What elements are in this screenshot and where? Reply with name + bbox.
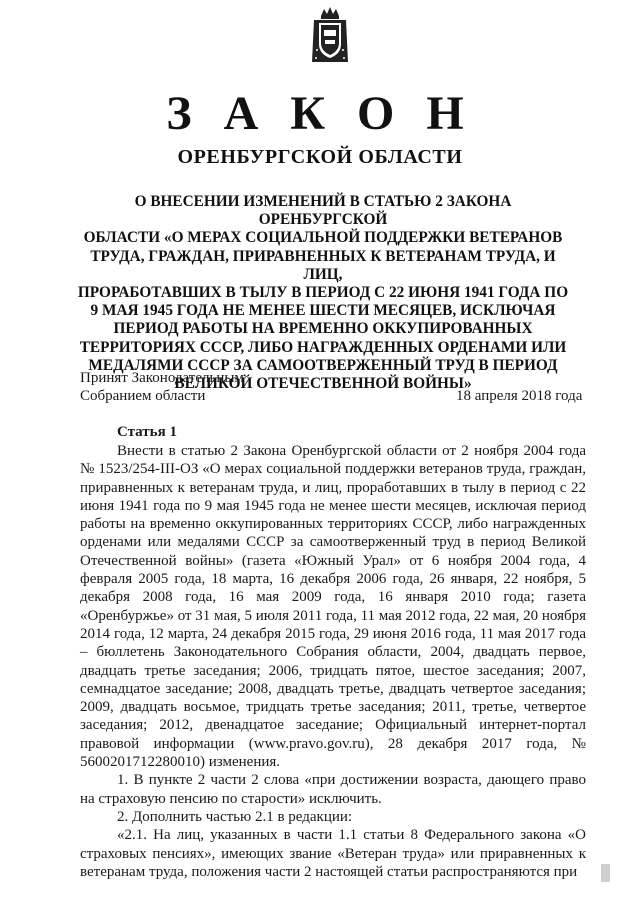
adoption-line: Собранием области: [80, 388, 206, 404]
adoption-statement: [80, 369, 244, 405]
adoption-date: 18 апреля 2018 года: [456, 388, 583, 404]
caption-line: ТРУДА, ГРАЖДАН, ПРИРАВНЕННЫХ К ВЕТЕРАНАМ ТРУДА, И ЛИЦ,: [90, 247, 556, 283]
article-heading: Статья 1: [117, 424, 177, 440]
coat-of-arms-icon: [308, 6, 352, 66]
body-paragraph: 2. Дополнить частью 2.1 в редакции:: [117, 808, 353, 825]
caption-line: ПЕРИОД РАБОТЫ НА ВРЕМЕННО ОККУПИРОВАННЫХ: [113, 320, 533, 338]
caption-line: ПРОРАБОТАВШИХ В ТЫЛУ В ПЕРИОД С 22 ИЮНЯ 1941 ГОДА ПО: [77, 284, 569, 302]
caption-line: ТЕРРИТОРИЯХ СССР, ЛИБО НАГРАЖДЕННЫХ ОРДЕНАМИ ИЛИ: [79, 338, 567, 356]
caption-line: ВЕЛИКОЙ ОТЕЧЕСТВЕННОЙ ВОЙНЫ»: [174, 375, 472, 393]
caption-line: ОБЛАСТИ «О МЕРАХ СОЦИАЛЬНОЙ ПОДДЕРЖКИ ВЕТЕРАНОВ: [83, 229, 563, 247]
region-title: ОРЕНБУРГСКОЙ ОБЛАСТИ: [177, 146, 463, 168]
body-paragraph: Внести в статью 2 Закона Оренбургской области от 2 ноября 2004 года № 1523/254-III-ОЗ «О мерах социальной поддержки ветеранов труда, граждан, приравненных к ветеранам труда, и лиц, проработавших в тылу в период с 22 июня 1941 года по 9 мая 1945 года не менее шести месяцев, исключая период работы на временно оккупированных территориях СССР, либо награжденных орденами или медалями СССР за самоотверженный труд в период Великой Отечественной войны» (газета «Южный Урал» от 6 ноября 2004 года, 4 февраля 2005 года, 18 марта, 16 декабря 2006 года, 26 января, 22 ноября, 5 декабря 2008 года, 16 мая 2009 года, 16 января 2010 года; газета «Оренбуржье» от 31 мая, 5 июля 2011 года, 11 мая 2012 года, 22 мая, 20 ноября 2014 года, 12 марта, 24 декабря 2015 года, 29 июня 2016 года, 11 мая 2017 года – бюллетень Законодательного Собрания области, 2004, двадцать первое, двадцать третье заседания; 2006, тридцать пятое, шестое заседания; 2007, семнадцатое заседание; 2008, двадцать третье, двадцать четвертое заседания; 2009, двадцать восьмое, тридцать третье заседания; 2011, третье, четвертое заседания; 2012, двенадцатое заседание; Официальный интернет-портал правовой информации (www.pravo.gov.ru), 28 декабря 2017 года, № 5600201712280010) изменения.: [80, 443, 586, 771]
caption-line: О ВНЕСЕНИИ ИЗМЕНЕНИЙ В СТАТЬЮ 2 ЗАКОНА ОРЕНБУРГСКОЙ: [134, 193, 512, 229]
adoption-line: Принят Законодательным: [80, 370, 244, 386]
scan-corner-mark: [601, 864, 610, 882]
body-paragraph: 1. В пункте 2 части 2 слова «при достижении возраста, дающего право на страховую пенсию по старости» исключить.: [80, 772, 586, 807]
caption-line: МЕДАЛЯМИ СССР ЗА САМООТВЕРЖЕННЫЙ ТРУД В ПЕРИОД: [88, 356, 558, 374]
law-caption: [70, 193, 576, 393]
caption-line: 9 МАЯ 1945 ГОДА НЕ МЕНЕЕ ШЕСТИ МЕСЯЦЕВ, ИСКЛЮЧАЯ: [90, 302, 556, 320]
article-body: [80, 442, 586, 881]
law-title: З А К О Н: [166, 87, 474, 140]
body-paragraph: «2.1. На лиц, указанных в части 1.1 статьи 8 Федерального закона «О страховых пенсиях», имеющих звание «Ветеран труда» или приравненных к ветеранам труда, положения части 2 настоящей статьи распространяются при: [80, 827, 586, 880]
